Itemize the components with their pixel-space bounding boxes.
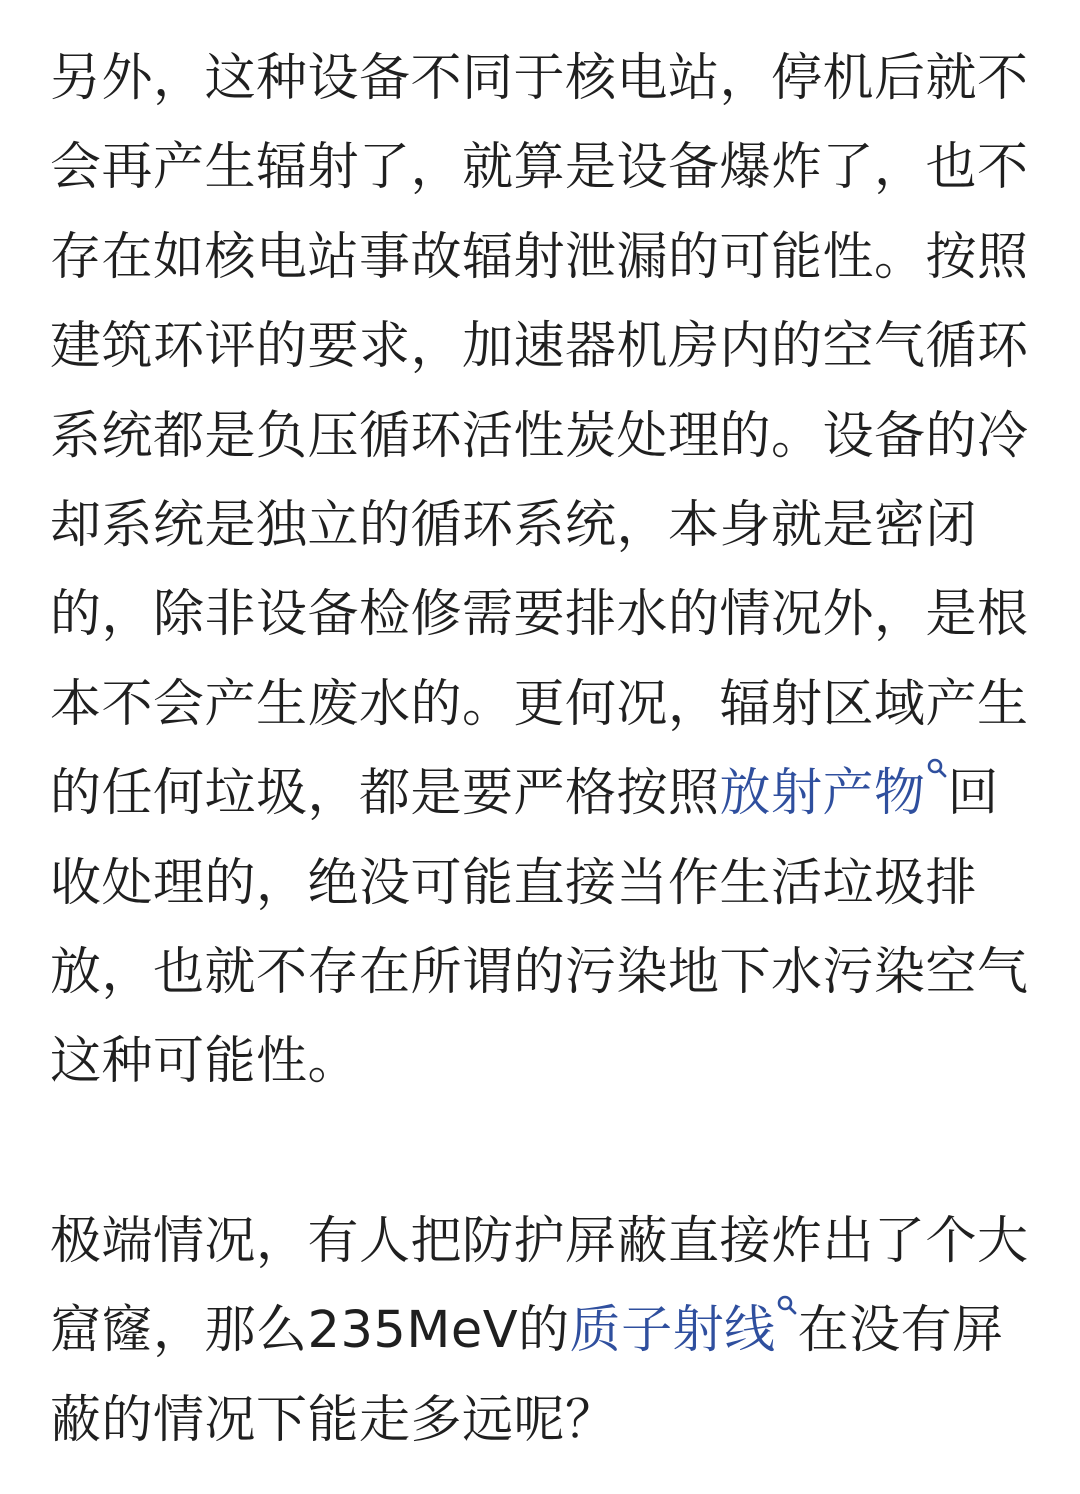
keyword-link-label: 质子射线: [569, 1301, 776, 1361]
search-icon: [926, 757, 948, 785]
paragraph-1-text-after: 回收处理的，绝没可能直接当作生活垃圾排放，也就不存在所谓的污染地下水污染空气这种可能性。: [50, 764, 1029, 1092]
paragraph-1: [50, 34, 1040, 1107]
search-icon: [776, 1294, 798, 1322]
article-body: [50, 34, 1040, 1465]
keyword-link-radioactive-products[interactable]: [720, 764, 948, 823]
paragraph-2-text-after: 在没有屏蔽的情况下能走多远呢？: [50, 1301, 1004, 1450]
keyword-link-label: 放射产物: [719, 764, 926, 824]
paragraph-2: [50, 1197, 1040, 1465]
paragraph-2-text-before: 极端情况，有人把防护屏蔽直接炸出了个大窟窿，那么235MeV的: [50, 1211, 1029, 1361]
keyword-link-proton-beam[interactable]: [570, 1301, 798, 1360]
paragraph-1-text-before: 另外，这种设备不同于核电站，停机后就不会再产生辐射了，就算是设备爆炸了，也不存在如核电站事故辐射泄漏的可能性。按照建筑环评的要求，加速器机房内的空气循环系统都是负压循环活性炭处理的。设备的冷却系统是独立的循环系统，本身就是密闭的，除非设备检修需要排水的情况外，是根本不会产生废水的。更何况，辐射区域产生的任何垃圾，都是要严格按照: [50, 49, 1029, 824]
